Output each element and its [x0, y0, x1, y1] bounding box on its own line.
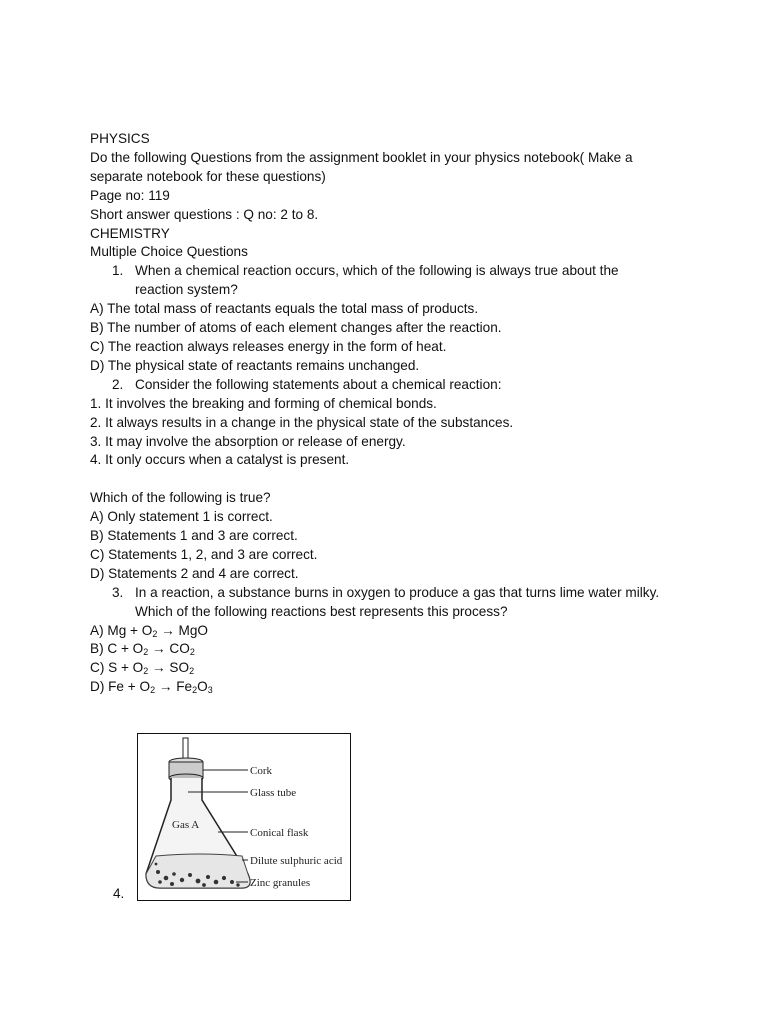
physics-instruction-line-2: separate notebook for these questions) [90, 168, 326, 184]
option-d: D) $Fe + O_2 \to Fe_2O_3$ [90, 679, 213, 696]
question-number: 1. [112, 263, 124, 279]
option-b: B) Statements 1 and 3 are correct. [90, 528, 298, 544]
option-b: B) The number of atoms of each element changes after the reaction. [90, 320, 502, 336]
physics-heading: PHYSICS [90, 131, 150, 146]
conical-flask-diagram [138, 734, 350, 900]
question-number: 2. [112, 376, 124, 392]
question-2 [90, 376, 690, 395]
conical-flask-label: Conical flask [250, 827, 309, 839]
option-c: C) The reaction always releases energy in the form of heat. [90, 338, 447, 354]
option-d: D) Statements 2 and 4 are correct. [90, 565, 299, 581]
statement-3: 3. It may involve the absorption or release of energy. [90, 433, 406, 449]
glass-tube-label: Glass tube [250, 787, 297, 799]
blank-line [90, 470, 690, 489]
question-number: 4. [113, 886, 125, 901]
question-text-line-1: Consider the following statements about a chemical reaction: [135, 376, 502, 392]
question-3 [90, 584, 690, 622]
question-text-line-2: reaction system? [135, 282, 238, 298]
statement-4: 4. It only occurs when a catalyst is present. [90, 452, 350, 468]
cork-label: Cork [250, 765, 272, 777]
apparatus-figure [137, 733, 351, 901]
option-a: A) $Mg + O_2$ → MgO [90, 622, 208, 639]
dilute-acid-label: Dilute sulphuric acid [250, 855, 343, 867]
question-text-line-1: When a chemical reaction occurs, which of the following is always true about the [135, 263, 619, 279]
question-text-line-1: In a reaction, a substance burns in oxygen to produce a gas that turns lime water milky. [135, 584, 660, 600]
option-d: D) The physical state of reactants remains unchanged. [90, 357, 420, 373]
mcq-heading: Multiple Choice Questions [90, 244, 248, 260]
option-a: A) The total mass of reactants equals the total mass of products. [90, 301, 479, 317]
gas-label: Gas A [172, 819, 200, 831]
option-c: C) Statements 1, 2, and 3 are correct. [90, 546, 318, 562]
question-4 [113, 733, 353, 903]
document-content [90, 130, 690, 697]
statement-1: 1. It involves the breaking and forming of chemical bonds. [90, 395, 437, 411]
zinc-granules-label: Zinc granules [250, 877, 311, 889]
question-number: 3. [112, 584, 124, 600]
option-b: B) $C + O_2 \to CO_2$ [90, 641, 195, 658]
option-a: A) Only statement 1 is correct. [90, 509, 273, 525]
question-2-prompt: Which of the following is true? [90, 490, 271, 506]
question-text-line-2: Which of the following reactions best represents this process? [135, 603, 508, 619]
statement-2: 2. It always results in a change in the physical state of the substances. [90, 414, 514, 430]
tube-top-shape [183, 738, 188, 760]
page-number-note: Page no: 119 [90, 187, 170, 203]
option-c: C) $S + O_2 \to SO_2$ [90, 660, 195, 677]
short-answer-note: Short answer questions : Q no: 2 to 8. [90, 206, 319, 222]
chemistry-heading: CHEMISTRY [90, 225, 170, 241]
physics-instruction-line-1: Do the following Questions from the assignment booklet in your physics notebook( Make a [90, 149, 633, 165]
question-1 [90, 262, 690, 300]
